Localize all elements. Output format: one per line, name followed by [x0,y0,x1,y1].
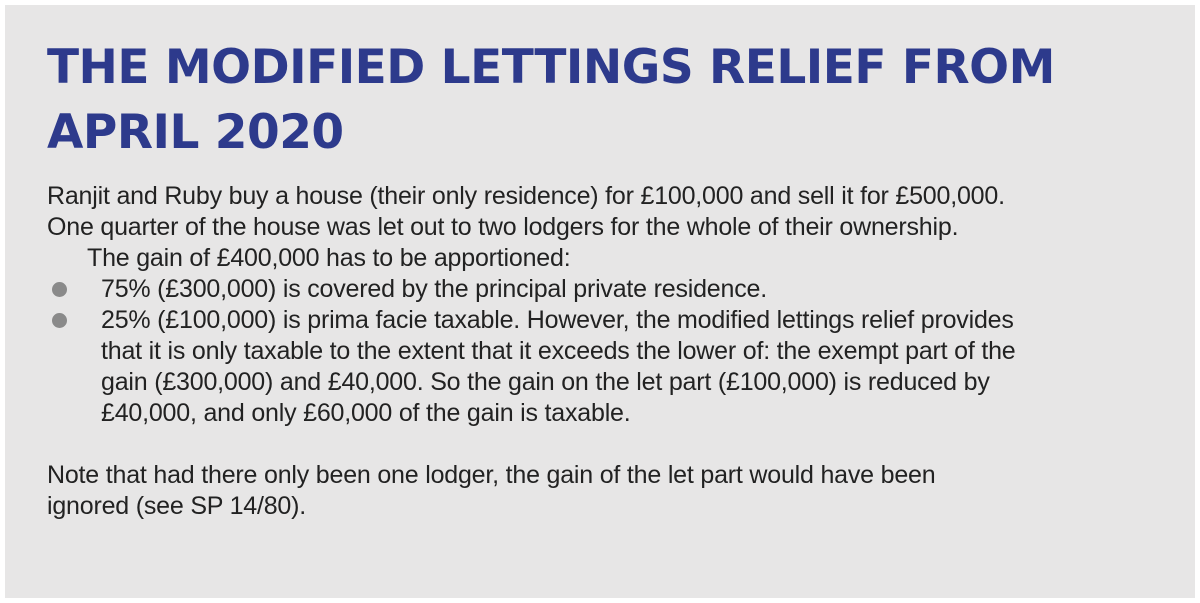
bullet-dot-icon [52,313,67,328]
intro-paragraph [47,181,1159,243]
bullet-2-line-2: that it is only taxable to the extent that it exceeds the lower of: the exempt part of the [101,337,1016,365]
paragraph-spacer [47,429,1159,460]
panel-title [47,35,1159,165]
note-paragraph [47,460,1159,522]
title-line-1: THE MODIFIED LETTINGS RELIEF FROM [47,40,1055,95]
bullet-2-line-4: £40,000, and only £60,000 of the gain is taxable. [101,399,631,427]
bullet-2-line-3: gain (£300,000) and £40,000. So the gain on the let part (£100,000) is reduced by [101,368,990,396]
note-line-1: Note that had there only been one lodger, the gain of the let part would have been [47,461,936,489]
panel-body [47,181,1159,522]
bullet-list [47,274,1159,429]
bullet-1-line-1: 75% (£300,000) is covered by the principal private residence. [101,275,767,303]
apportion-text: The gain of £400,000 has to be apportioned: [87,244,571,272]
bullet-2-line-1: 25% (£100,000) is prima facie taxable. However, the modified lettings relief provides [101,306,1014,334]
intro-line-2: One quarter of the house was let out to two lodgers for the whole of their ownership. [47,213,959,241]
list-item [47,305,1159,429]
note-line-2: ignored (see SP 14/80). [47,492,306,520]
info-panel [5,5,1195,598]
title-line-2: APRIL 2020 [47,105,344,160]
intro-line-1: Ranjit and Ruby buy a house (their only residence) for £100,000 and sell it for £500,000. [47,182,1005,210]
bullet-dot-icon [52,282,67,297]
list-item [47,274,1159,305]
